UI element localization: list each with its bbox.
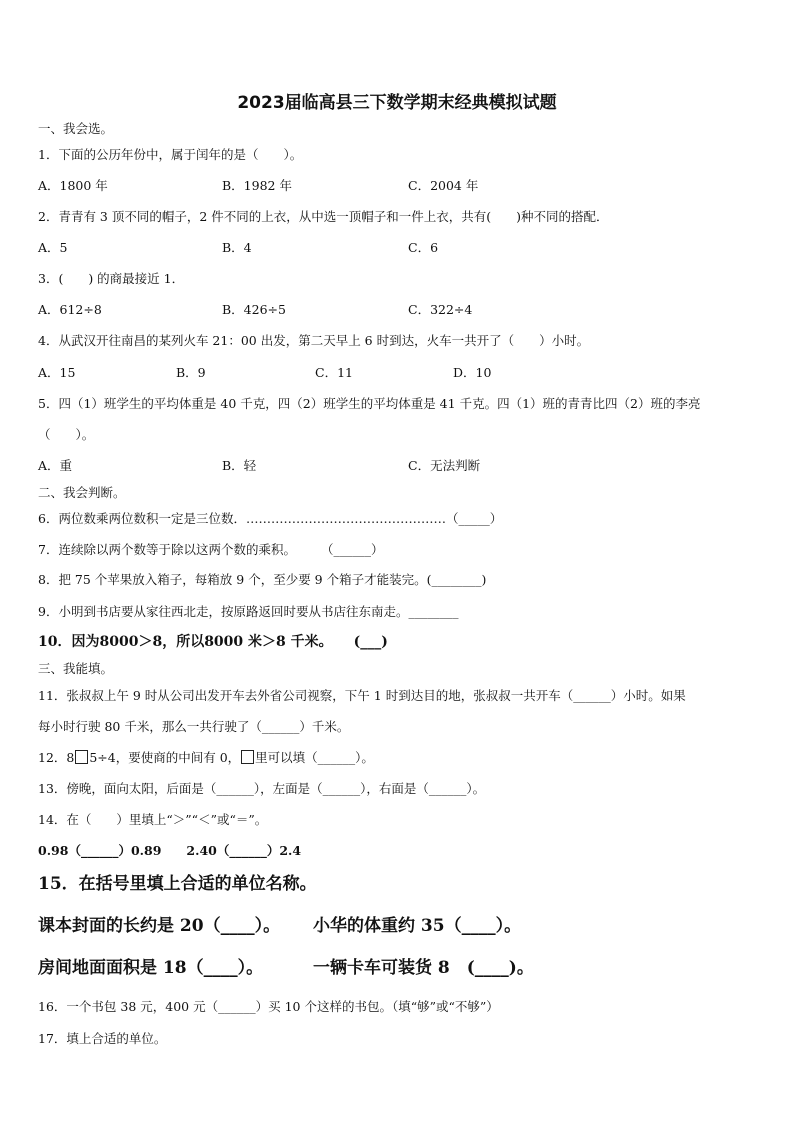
question-4-option-b: B．9 xyxy=(176,365,206,380)
question-8: 8．把 75 个苹果放入箱子，每箱放 9 个，至少要 9 个箱子才能装完。(________) xyxy=(38,572,487,587)
question-15-item-c: 房间地面面积是 18（____）。 xyxy=(38,958,264,978)
question-17: 17．填上合适的单位。 xyxy=(38,1031,167,1046)
question-3-option-b: B．426÷5 xyxy=(222,302,286,317)
question-14-stem: 14．在（ ）里填上“＞”“＜”或“＝”。 xyxy=(38,812,268,827)
question-4-option-a: A．15 xyxy=(38,365,76,380)
question-16: 16．一个书包 38 元，400 元（______）买 10 个这样的书包。（填“够”或“不够”） xyxy=(38,999,499,1014)
question-4-option-c: C．11 xyxy=(315,365,353,380)
question-6: 6．两位数乘两位数积一定是三位数．…………………………………………（_____） xyxy=(38,511,503,526)
question-9: 9．小明到书店要从家往西北走，按原路返回时要从书店往东南走。________ xyxy=(38,604,459,619)
page-title: 2023届临高县三下数学期末经典模拟试题 xyxy=(237,93,557,113)
question-15-item-b: 小华的体重约 35（____）。 xyxy=(313,916,522,936)
question-2-option-c: C．6 xyxy=(408,240,439,255)
question-3-stem: 3．( ) 的商最接近 1． xyxy=(38,271,185,286)
question-15-item-d: 一辆卡车可装货 8 (____)。 xyxy=(313,958,534,978)
question-2-stem: 2．青青有 3 顶不同的帽子，2 件不同的上衣，从中选一顶帽子和一件上衣，共有( )种不同的搭配． xyxy=(38,209,609,224)
question-12-part2: 5÷4，要使商的中间有 0， xyxy=(89,750,241,765)
question-1-option-a: A．1800 年 xyxy=(38,178,108,193)
question-14-items: 0.98（______）0.89 2.40（______）2.4 xyxy=(38,843,302,858)
question-4-option-d: D．10 xyxy=(453,365,492,380)
blank-box xyxy=(241,750,254,764)
question-12-part3: 里可以填（______）。 xyxy=(255,750,374,765)
question-10: 10．因为8000＞8，所以8000 米＞8 千米。 (___) xyxy=(38,634,388,650)
question-5-option-b: B．轻 xyxy=(222,458,257,473)
question-3-option-a: A．612÷8 xyxy=(38,302,102,317)
section-heading-choice: 一、我会选。 xyxy=(38,121,114,136)
question-13: 13．傍晚，面向太阳，后面是（______），左面是（______），右面是（______）。 xyxy=(38,781,486,796)
question-3-option-c: C．322÷4 xyxy=(408,302,473,317)
question-15-item-a: 课本封面的长约是 20（____）。 xyxy=(38,916,281,936)
question-5-stem-line1: 5．四（1）班学生的平均体重是 40 千克，四（2）班学生的平均体重是 41 千克。四（1）班的青青比四（2）班的李亮 xyxy=(38,396,701,411)
section-heading-fill: 三、我能填。 xyxy=(38,661,114,676)
question-15-stem: 15．在括号里填上合适的单位名称。 xyxy=(38,874,317,894)
question-12 xyxy=(38,750,374,766)
question-4-stem: 4．从武汉开往南昌的某列火车 21：00 出发，第二天早上 6 时到达，火车一共开了（ ）小时。 xyxy=(38,333,590,348)
question-5-stem-line2: （ ）。 xyxy=(38,427,95,442)
section-heading-judge: 二、我会判断。 xyxy=(38,485,126,500)
question-1-option-b: B．1982 年 xyxy=(222,178,292,193)
blank-box xyxy=(75,750,88,764)
question-11-line2: 每小时行驶 80 千米，那么一共行驶了（______）千米。 xyxy=(38,719,350,734)
question-5-option-a: A．重 xyxy=(38,458,73,473)
question-1-stem: 1．下面的公历年份中，属于闰年的是（ ）。 xyxy=(38,147,303,162)
question-11-line1: 11．张叔叔上午 9 时从公司出发开车去外省公司视察，下午 1 时到达目的地，张叔叔一共开车（______）小时。如果 xyxy=(38,688,686,703)
question-2-option-b: B．4 xyxy=(222,240,252,255)
question-7: 7．连续除以两个数等于除以这两个数的乘积。 （______） xyxy=(38,542,384,557)
question-1-option-c: C．2004 年 xyxy=(408,178,479,193)
question-5-option-c: C．无法判断 xyxy=(408,458,481,473)
question-2-option-a: A．5 xyxy=(38,240,68,255)
question-12-part1: 12．8 xyxy=(38,750,75,765)
